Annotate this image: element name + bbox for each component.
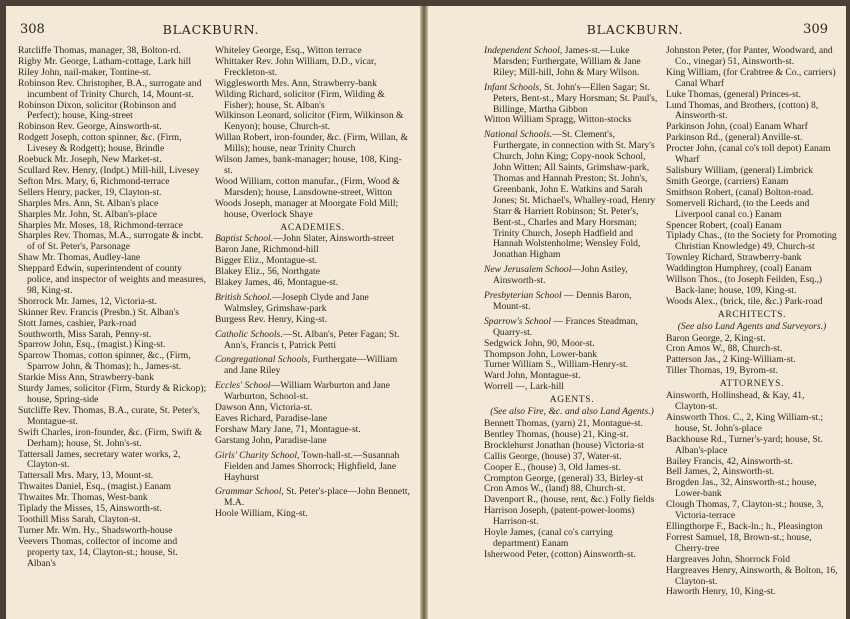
directory-entry: Davenport R., (house, rent, &c.) Folly fields [484,494,655,506]
left-page-header [20,22,402,38]
directory-entry: Swift Charles, iron-founder, &c. (Firm, Swift & Derham); house, St. John's-st. [18,426,203,449]
directory-entry: Starkie Miss Ann, Strawberry-bank [18,372,154,384]
directory-entry: Witton William Spragg, Witton-stocks [484,114,632,126]
directory-entry: Backhouse Rd., Turner's-yard; house, St. Alban's-place [666,433,823,456]
directory-entry: Wood William, cotton manufar., (Firm, Wood & Marsden); house, Lansdowne-street, Witton [215,175,400,198]
directory-entry: Callis George, (house) 37, Water-st. [484,450,622,462]
directory-entry: Robinson Rev. George, Ainsworth-st. [18,121,162,133]
directory-entry: Turner William S., William-Henry-st. [484,359,629,371]
directory-entry: Lund Thomas, and Brothers, (cotton) 8, Ainsworth-st. [666,99,819,122]
directory-list [215,46,410,221]
directory-entry: Sturdy James, solicitor (Firm, Sturdy & Rickop); house, Spring-side [18,383,207,405]
directory-entry: Grammar School, St. Peter's-place—John Bennett, M.A. [215,486,410,509]
directory-entry: Wilding Richard, solicitor (Firm, Wilding & Fisher); house, St. Alban's [215,88,385,111]
directory-entry: Sharples Mr. Moses, 18, Richmond-terrace [18,219,183,231]
directory-entry: Tiplady the Misses, 15, Ainsworth-st. [18,503,162,515]
directory-entry: Cron Amos W., 88, Church-st. [666,343,783,355]
directory-entry: Baron Jane, Richmond-hill [215,244,319,256]
directory-entry: Scullard Rev. Henry, (Indpt.) Mill-hill, Livesey [18,164,200,176]
directory-entry: Sedgwick John, 90, Moor-st. [484,337,595,349]
academies-list [215,234,410,520]
directory-entry: Riley John, nail-maker, Tontine-st. [18,66,152,78]
directory-entry: Sharples Mrs. Ann, St. Alban's place [18,197,159,209]
directory-entry: Procter John, (canal co's toll depot) Eanam Wharf [666,143,831,166]
directory-entry: Tattersall Mrs. Mary, 13, Mount-st. [18,470,154,482]
directory-entry: Sheppard Edwin, superintendent of county police, and inspector of weights and measures, 98, King-st. [18,263,207,296]
directory-entry: Roebuck Mr. Joseph, New Market-st. [18,154,162,166]
directory-entry: Rodgett Joseph, cotton spinner, &c. (Firm, Livesey & Rodgett); house, Brindle [18,132,182,155]
directory-entry: Ellingthorpe F., Back-ln.; h., Pleasington [666,520,823,532]
directory-entry: Wilson James, bank-manager; house, 108, King-st. [215,154,402,176]
right-page [428,6,846,619]
directory-entry: Wilkinson Leonard, solicitor (Firm, Wilkinson & Kenyon); house, Church-st. [215,110,404,133]
directory-entry: Bentley Thomas, (house) 21, King-st. [484,428,629,440]
right-page-header [442,22,828,38]
agents-continued-list [666,46,838,308]
directory-entry: Southworth, Miss Sarah, Penny-st. [18,328,152,340]
directory-entry: Cron Amos W., (land) 88, Church-st. [484,483,626,495]
agents-list [484,419,660,561]
directory-entry: Willson Thos., (to Joseph Feilden, Esq.,) Back-lane; house, 109, King-st. [666,274,823,296]
directory-entry: Infant Schools, St. John's—Ellen Sagar; St. Peters, Bent-st., Mary Horsman; St. Paul's, Billinge, Martha Gibbon [484,81,658,115]
directory-entry: Smith George, (carriers) Eanam [666,175,789,187]
directory-entry: Veevers Thomas, collector of income and property tax, 14, Clayton-st.; house, St. Alban's [18,535,178,569]
directory-entry: Thwaites Mr. Thomas, West-bank [18,492,148,504]
directory-entry: Woods Alex., (brick, tile, &c.) Park-road [666,295,823,307]
directory-entry: Parkinson Rd., (general) Anville-st. [666,132,803,144]
left-col-1 [18,46,208,616]
directory-entry: Townley Richard, Strawberry-bank [666,252,802,264]
directory-entry: Whittaker Rev. John William, D.D., vicar, Freckleton-st. [215,55,377,78]
directory-entry: Skinner Rev. Francis (Presbn.) St. Alban's [18,306,179,318]
directory-entry: Parkinson John, (coal) Eanam Wharf [666,121,808,133]
directory-entry: Johnston Peter, (for Panter, Woodward, and Co., vinegar) 51, Ainsworth-st. [666,46,833,67]
running-title: BLACKBURN. [586,22,684,37]
architects-heading: ARCHITECTS. [717,308,787,320]
directory-entry: Robinson Rev. Christopher, B.A., surrogate and incumbent of Trinity Church, 14, Mount-st. [18,77,202,100]
directory-entry: Eccles' School—William Warburton and Jane Warburton, School-st. [215,380,390,403]
architects-list [666,334,838,378]
directory-entry: Sutcliffe Rev. Thomas, B.A., curate, St. Peter's, Montague-st. [18,404,200,427]
agents-heading: AGENTS. [549,394,595,406]
schools-list [484,46,660,393]
directory-entry: Hoole William, King-st. [215,508,308,520]
academies-heading: ACADEMIES. [280,221,345,233]
directory-entry: Congregational Schools, Furthergate—William and Jane Riley [215,354,398,377]
architects-note: (See also Land Agents and Surveyors.) [677,320,827,332]
directory-entry: Bell James, 2, Ainsworth-st. [666,466,775,478]
directory-entry: Robinson Dixon, solicitor (Robinson and Perfect); house, King-street [18,99,177,122]
directory-entry: Somervell Richard, (to the Leeds and Liverpool canal co.) Eanam [666,197,810,220]
directory-entry: Haworth Henry, 10, King-st. [666,586,776,598]
directory-entry: Tattersall James, secretary water works, 2, Clayton-st. [18,448,181,471]
directory-entry: Brocklehurst Jonathan (house) Victoria-st [484,439,644,451]
directory-entry: Isherwood Peter, (cotton) Ainsworth-st. [484,548,636,560]
directory-entry: Forshaw Mary Jane, 71, Montague-st. [215,423,361,435]
directory-entry: New Jerusalem School—John Astley, Ainsworth-st. [484,264,628,287]
directory-entry: Catholic Schools.—St. Alban's, Peter Fagan; St. Ann's, Francis t, Patrick Petti [215,328,400,351]
directory-entry: Hargreaves Henry, Ainsworth, & Bolton, 16, Clayton-st. [666,564,838,587]
running-title: BLACKBURN. [162,22,260,37]
directory-entry: Dawson Ann, Victoria-st. [215,402,313,414]
directory-entry: Tiller Thomas, 19, Byrom-st. [666,365,778,377]
directory-entry: Baptist School.—John Slater, Ainsworth-street [215,233,394,245]
directory-entry: Garstang John, Paradise-lane [215,434,327,446]
directory-entry: Bennett Thomas, (yarn) 21, Montague-st. [484,418,643,429]
directory-entry: Whiteley George, Esq., Witton terrace [215,46,362,56]
page-number: 308 [20,22,45,37]
directory-entry: Blakey Eliz., 56, Northgate [215,266,320,278]
attorneys-list [666,391,838,598]
directory-entry: Sparrow's School — Frances Steadman, Quarry-st. [484,315,638,338]
directory-entry: Ainsworth, Hollinshead, & Kay, 41, Clayton-st. [666,390,805,412]
right-col-2 [666,46,838,616]
directory-entry: Burgess Rev. Henry, King-st. [215,313,328,325]
directory-entry: Wigglesworth Mrs. Ann, Strawberry-bank [215,77,377,89]
directory-entry: Forrest Samuel, 18, Brown-st.; house, Cherry-tree [666,531,812,554]
directory-entry: National Schools.—St. Clement's, Furthergate, in connection with St. Mary's Church, John King; Copy-nook School, John Witten; All Saints, Grimshaw-park, Thomas and Hannah Preston; St. John's, Greenbank, John E. Watkins and Sarah Jones; St. Michael's, Whalley-road, Henry Starr & Harriett Robinson; St. Peter's, Bent-st., Charles and Mary Horsman; Trinity Church, Joseph Hadfield and Hannah Wolstenholme; Wensley Fold, Jonathan Higham [484,129,656,261]
directory-entry: Salisbury William, (general) Limbrick [666,164,814,176]
directory-entry: Ratcliffe Thomas, manager, 38, Bolton-rd. [18,46,181,56]
directory-entry: Sharples Rev. Thomas, M.A., surrogate & incbt. of of St. Peter's, Parsonage [18,230,204,253]
directory-entry: Hoyle James, (canal co's carrying department) Eanam [484,527,613,549]
right-col-1 [484,46,660,616]
directory-entry: Tiplady Chas., (to the Society for Promoting Christian Knowledge) 49, Church-st [666,230,837,253]
directory-entry: Spencer Robert, (coal) Eanam [666,219,782,231]
directory-entry: Girls' Charity School, Town-hall-st.—Susannah Fielden and James Shorrock; Highfield, Jane Hayhurst [215,449,400,483]
directory-entry: Hargreaves John, Shorrock Fold [666,553,790,565]
directory-entry: Clough Thomas, 7, Clayton-st.; house, 3, Victoria-terrace [666,499,824,522]
directory-entry: Waddington Humphrey, (coal) Eanam [666,263,812,275]
directory-entry: Willan Robert, iron-founder, &c. (Firm, Willan, & Mills); house, near Trinity Church [215,132,408,155]
page-number: 309 [803,22,828,37]
left-page [6,6,420,619]
directory-entry: Luke Thomas, (general) Princes-st. [666,88,801,100]
directory-entry: Patterson Jas., 2 King-William-st. [666,354,796,366]
directory-entry: Rigby Mr. George, Latham-cottage, Lark hill [18,55,191,67]
directory-entry: Worrell —, Lark-hill [484,381,564,393]
directory-entry: Thwaites Daniel, Esq., (magist.) Eanam [18,481,171,493]
directory-entry: Cooper E., (house) 3, Old James-st. [484,461,621,473]
directory-entry: Sellers Henry, packer, 19, Clayton-st. [18,186,162,198]
directory-entry: Shorrock Mr. James, 12, Victoria-st. [18,295,157,307]
directory-entry: Harrison Joseph, (patent-power-looms) Harrison-st. [484,505,635,528]
directory-entry: Independent School, James-st.—Luke Marsden; Furthergate, William & Jane Riley; Mill-hill, John & Mary Wilson. [484,46,641,78]
directory-entry: Blakey James, 46, Montague-st. [215,277,339,289]
directory-entry: Baron George, 2, King-st. [666,332,766,344]
directory-entry: Toothill Miss Sarah, Clayton-st. [18,513,141,525]
directory-entry: Brogden Jas., 32, Ainsworth-st.; house, Lower-bank [666,477,817,500]
directory-entry: Shaw Mr. Thomas, Audley-lane [18,252,141,264]
directory-entry: Sparrow Thomas, cotton spinner, &c., (Firm, Sparrow John, & Thomas); h., James-st. [18,350,191,373]
directory-entry: Bigger Eliz., Montague-st. [215,255,318,267]
directory-entry: Stott James, cashier, Park-road [18,317,137,329]
attorneys-heading: ATTORNEYS. [719,378,785,390]
directory-entry: Smithson Robert, (canal) Bolton-road. [666,186,814,198]
directory-entry: Turner Mr. Wm. Hy., Shadsworth-house [18,524,173,536]
directory-entry: British School.—Joseph Clyde and Jane Walmsley, Grimshaw-park [215,291,369,314]
agents-note: (See also Fire, &c. and also Land Agents.) [490,406,654,418]
directory-entry: King William, (for Crabtree & Co., carriers) Canal Wharf [666,66,836,89]
directory-entry: Sefton Mrs. Mary, 6, Richmond-terrace [18,175,170,187]
directory-entry: Woods Joseph, manager at Moorgate Fold Mill; house, Overlock Shaye [215,197,399,220]
directory-entry: Eaves Richard, Paradise-lane [215,413,328,424]
directory-entry: Bailey Francis, 42, Ainsworth-st. [666,455,793,467]
directory-entry: Ainsworth Thos. C., 2, King William-st.; house, St. John's-place [666,411,824,434]
left-col-2 [215,46,410,616]
directory-entry: Sharples Mr. John, St. Alban's-place [18,208,157,220]
book-gutter [420,6,428,619]
directory-entry: Ward John, Montague-st. [484,370,581,382]
directory-entry: Crompton George, (general) 33, Birley-st [484,472,644,484]
directory-entry: Thompson John, Lower-bank [484,348,598,360]
directory-entry: Sparrow John, Esq., (magist.) King-st. [18,339,166,351]
directory-entry: Presbyterian School — Dennis Baron, Mount-st. [484,290,632,312]
